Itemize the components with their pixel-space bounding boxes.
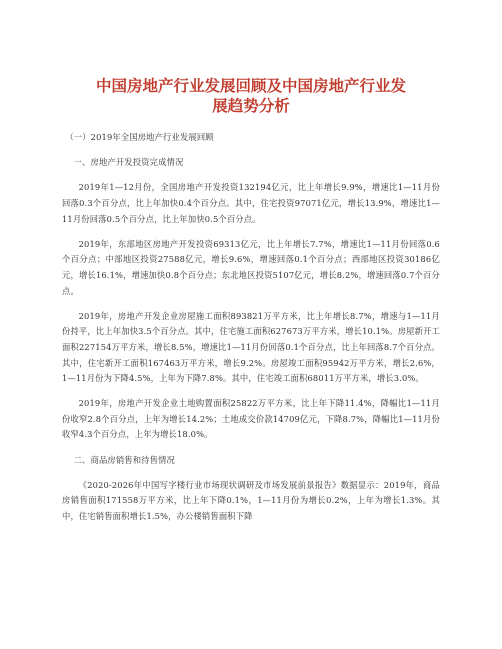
subsection-heading: 二、商品房销售和待售情况 <box>73 454 175 465</box>
title-line-2: 展趋势分析 <box>212 97 290 115</box>
body-paragraph: 2019年，东部地区房地产开发投资69313亿元，比上年增长7.7%，增速比1—11月份回落0.6个百分点；中部地区投资27588亿元，增长9.6%，增速回落0.1个百分点；西部地区投资30186亿元，增长16.1%，增速加快0.8个百分点；东北地区投资5107亿元，增长8.2%，增速回落0.7个百分点。 <box>62 238 440 296</box>
page-title <box>60 76 442 116</box>
body-paragraph: 2019年1—12月份，全国房地产开发投资132194亿元，比上年增长9.9%，增速比1—11月份回落0.3个百分点，比上年加快0.4个百分点。其中，住宅投资97071亿元，增长13.9%，增速比1—11月份回落0.5个百分点，比上年加快0.5个百分点。 <box>62 182 440 224</box>
subsection-heading: 一、房地产开发投资完成情况 <box>73 157 184 168</box>
body-paragraph: 2019年，房地产开发企业房屋施工面积893821万平方米，比上年增长8.7%，增速与1—11月份持平，比上年加快3.5个百分点。其中，住宅施工面积627673万平方米，增长10.1%。房屋新开工面积227154万平方米，增长8.5%，增速比1—11月份回落0.1个百分点，比上年回落8.7个百分点。其中，住宅新开工面积167463万平方米，增长9.2%。房屋竣工面积95942万平方米，增长2.6%，1—11月份为下降4.5%，上年为下降7.8%。其中，住宅竣工面积68011万平方米，增长3.0%。 <box>62 310 440 384</box>
body-paragraph: 2019年，房地产开发企业土地购置面积25822万平方米，比上年下降11.4%，降幅比1—11月份收窄2.8个百分点，上年为增长14.2%；土地成交价款14709亿元，下降8.7%，降幅比1—11月份收窄4.3个百分点，上年为增长18.0%。 <box>62 398 440 440</box>
title-line-1: 中国房地产行业发展回顾及中国房地产行业发 <box>95 77 406 95</box>
body-paragraph: 《2020-2026年中国写字楼行业市场现状调研及市场发展前景报告》数据显示：2019年，商品房销售面积171558万平方米，比上年下降0.1%，1—11月份为增长0.2%，上年为增长1.3%。其中，住宅销售面积增长1.5%，办公楼销售面积下降 <box>62 479 440 522</box>
section-heading: （一）2019年全国房地产行业发展回顾 <box>65 132 214 142</box>
document-body <box>62 130 440 534</box>
